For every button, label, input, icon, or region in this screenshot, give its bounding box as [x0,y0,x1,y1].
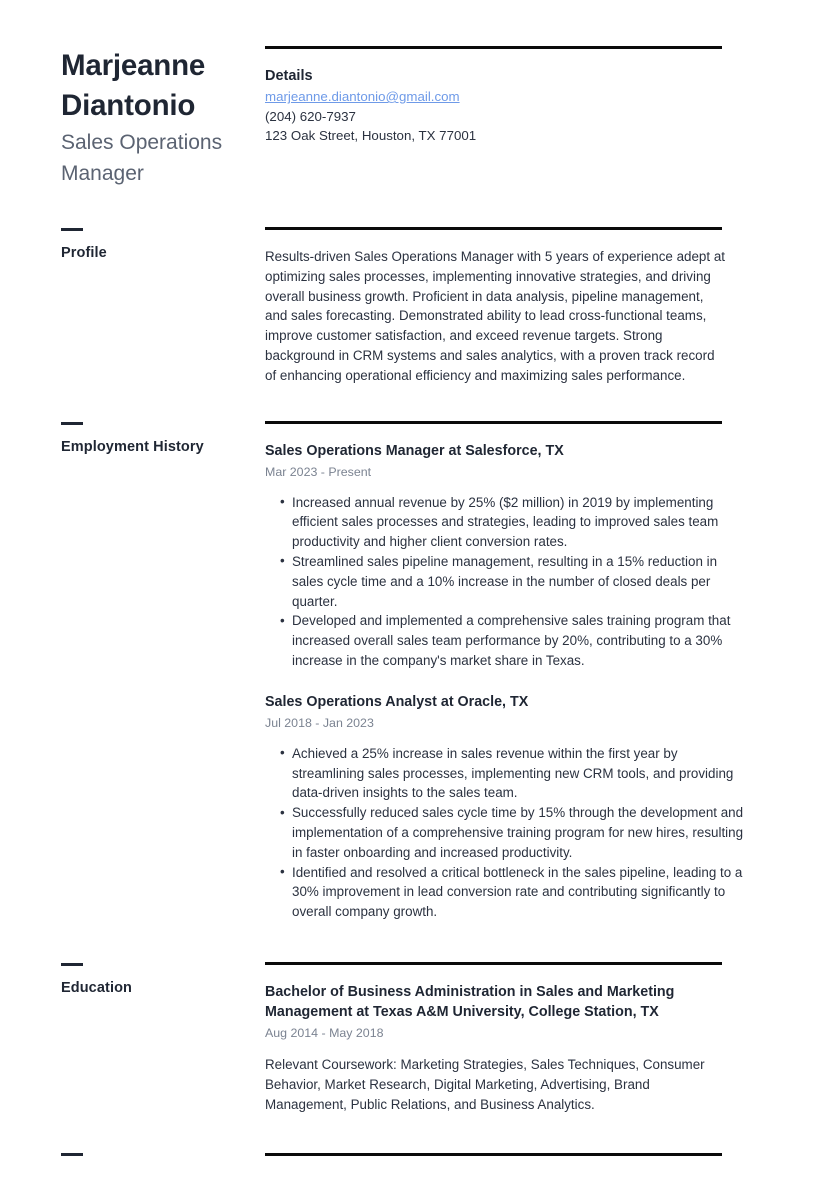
employment-entry [265,692,785,922]
next-section-label-wrap [0,1153,265,1169]
list-item: • Developed and implemented a comprehensive sales training program that increased overall sales team performance by 20%, contributing to a 30% increase in the company's market share in Texas. [265,611,750,670]
profile-section [0,227,833,386]
employment-entry [265,441,785,671]
dash-marker-icon [61,228,83,231]
dash-marker-icon [61,1153,83,1156]
employment-entry-date: Mar 2023 - Present [265,464,372,479]
employment-entry-bullets [265,493,785,671]
employment-entry-title: Sales Operations Analyst at Oracle, TX [265,693,529,710]
email-link[interactable]: marjeanne.diantonio@gmail.com [265,89,460,104]
next-section-content [265,1153,833,1156]
employment-divider [265,421,722,424]
next-section-truncated [0,1153,833,1169]
employment-entry-bullets [265,744,785,922]
list-item: • Successfully reduced sales cycle time by 15% through the development and implementation of a comprehensive training program for new hires, resulting in faster onboarding and increased productivity. [265,803,750,862]
list-item: • Increased annual revenue by 25% ($2 million) in 2019 by implementing efficient sales processes and strategies, leading to improved sales team productivity and higher client conversion rates. [265,493,750,552]
employment-section [0,421,833,922]
profile-content [265,227,833,386]
profile-text: Results-driven Sales Operations Manager with 5 years of experience adept at optimizing sales processes, implementing innovative strategies, and driving overall business growth. Proficient in data analysis, pipeline management, and sales forecasting. Demonstrated ability to lead cross-functional teams, improve customer satisfaction, and exceed revenue targets. Strong background in CRM systems and sales analytics, with a proven track record of enhancing operational efficiency and maximizing sales performance. [265,249,725,383]
employment-side-label [61,421,253,457]
profile-section-title: Profile [61,245,107,261]
education-section [0,962,833,1114]
next-section-divider [265,1153,722,1156]
employment-entry-title: Sales Operations Manager at Salesforce, TX [265,442,564,459]
profile-divider [265,227,722,230]
employment-section-title: Employment History [61,438,204,455]
education-content [265,962,833,1114]
dash-marker-icon [61,422,83,425]
header-identity [0,46,265,189]
education-divider [265,962,722,965]
education-label-wrap [0,962,265,998]
education-entry-note: Relevant Coursework: Marketing Strategies, Sales Techniques, Consumer Behavior, Market Research, Digital Marketing, Advertising, Brand Management, Public Relations, and Business Analytics. [265,1056,705,1112]
list-item: • Streamlined sales pipeline management, resulting in a 15% reduction in sales cycle time and a 10% increase in the number of closed deals per quarter. [265,552,750,611]
candidate-job-title: Sales Operations Manager [61,131,223,185]
details-address: 123 Oak Street, Houston, TX 77001 [265,128,477,143]
details-divider [265,46,722,49]
employment-content [265,421,833,922]
profile-side-label [61,227,253,263]
details-heading: Details [265,68,313,84]
employment-entry-date: Jul 2018 - Jan 2023 [265,715,374,730]
list-item: • Achieved a 25% increase in sales revenue within the first year by streamlining sales processes, implementing new CRM tools, and providing data-driven insights to the sales team. [265,744,750,803]
education-entry [265,982,785,1114]
education-section-title: Education [61,979,132,996]
details-phone: (204) 620-7937 [265,108,356,124]
education-entry-date: Aug 2014 - May 2018 [265,1025,384,1040]
education-side-label [61,962,253,998]
header-section [0,0,833,189]
details-email-line [265,87,785,107]
profile-label-wrap [0,227,265,263]
education-entry-title: Bachelor of Business Administration in Sales and Marketing Management at Texas A&M University, College Station, TX [265,983,675,1020]
employment-label-wrap [0,421,265,457]
details-block [265,46,833,146]
list-item: • Identified and resolved a critical bottleneck in the sales pipeline, leading to a 30% improvement in lead conversion rate and contributing significantly to overall company growth. [265,863,750,922]
dash-marker-icon [61,963,83,966]
candidate-name: Marjeanne Diantonio [61,49,206,122]
